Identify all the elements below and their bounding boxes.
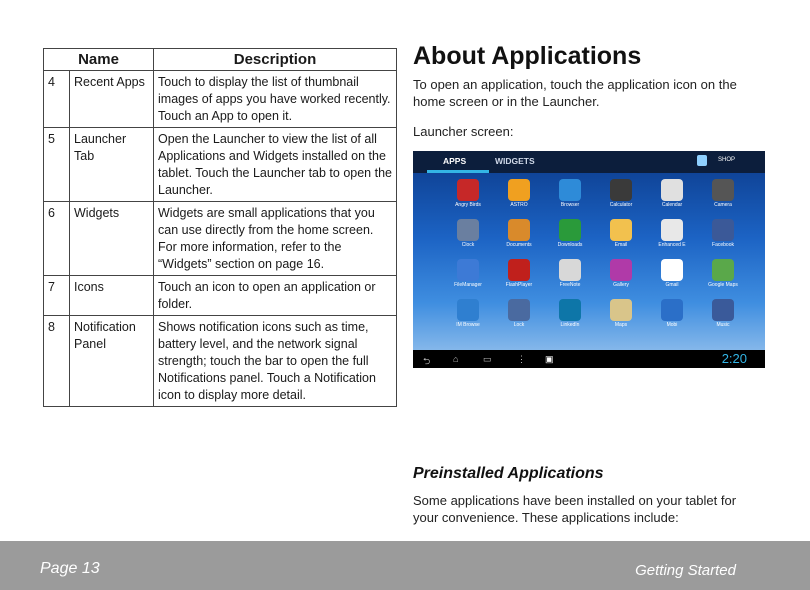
app-label: FreeNote bbox=[559, 282, 581, 288]
app-label: Angry Birds bbox=[455, 202, 481, 208]
page-number: Page 13 bbox=[40, 560, 100, 577]
row-number: 5 bbox=[44, 128, 70, 202]
launcher-screenshot bbox=[413, 151, 765, 368]
app-glyph-icon bbox=[457, 259, 479, 281]
shop-button[interactable]: SHOP bbox=[717, 157, 735, 163]
app-icon-flashplayer[interactable] bbox=[494, 259, 544, 288]
app-label: Clock bbox=[461, 242, 475, 248]
app-label: Camera bbox=[714, 202, 732, 208]
app-glyph-icon bbox=[610, 179, 632, 201]
back-icon[interactable]: ⮌ bbox=[423, 356, 431, 366]
tab-widgets[interactable]: WIDGETS bbox=[495, 156, 535, 166]
app-icon-freenote[interactable] bbox=[545, 259, 595, 288]
app-glyph-icon bbox=[661, 259, 683, 281]
app-label: Maps bbox=[614, 322, 628, 328]
row-number: 4 bbox=[44, 71, 70, 128]
table-row bbox=[44, 128, 397, 202]
app-label: Facebook bbox=[712, 242, 734, 248]
menu-icon[interactable]: ⋮ bbox=[517, 354, 526, 364]
app-icon-facebook[interactable] bbox=[698, 219, 748, 248]
row-description: Shows notification icons such as time, battery level, and the network signal strength; touch the bar to open the full Notifications panel. Touch a Notification icon to display more detail. bbox=[154, 316, 397, 407]
app-icon-downloads[interactable] bbox=[545, 219, 595, 248]
app-glyph-icon bbox=[559, 259, 581, 281]
app-icon-browser[interactable] bbox=[545, 179, 595, 208]
app-icon-music[interactable] bbox=[698, 299, 748, 328]
app-icon-calendar[interactable] bbox=[647, 179, 697, 208]
row-number: 6 bbox=[44, 202, 70, 276]
table-header-row bbox=[44, 49, 397, 71]
app-icon-gmail[interactable] bbox=[647, 259, 697, 288]
section-name: Getting Started bbox=[635, 562, 736, 579]
app-label: Calendar bbox=[661, 202, 683, 208]
app-icon-camera[interactable] bbox=[698, 179, 748, 208]
row-name: Launcher Tab bbox=[70, 128, 154, 202]
recent-apps-icon[interactable]: ▭ bbox=[483, 354, 492, 364]
app-icon-calculator[interactable] bbox=[596, 179, 646, 208]
column-header-description: Description bbox=[154, 49, 397, 71]
app-label: IM Browse bbox=[456, 322, 480, 328]
app-glyph-icon bbox=[457, 219, 479, 241]
row-name: Recent Apps bbox=[70, 71, 154, 128]
app-icon-clock[interactable] bbox=[443, 219, 493, 248]
row-description: Open the Launcher to view the list of all Applications and Widgets installed on the tablet. Touch the Launcher tab to open the Launcher. bbox=[154, 128, 397, 202]
features-table bbox=[43, 48, 397, 407]
app-glyph-icon bbox=[661, 179, 683, 201]
app-label: Email bbox=[614, 242, 628, 248]
table-row bbox=[44, 316, 397, 407]
row-number: 7 bbox=[44, 276, 70, 316]
app-label: Browser bbox=[560, 202, 580, 208]
app-glyph-icon bbox=[508, 219, 530, 241]
app-label: LinkedIn bbox=[560, 322, 580, 328]
app-label: Enhanced E bbox=[658, 242, 686, 248]
table-row bbox=[44, 276, 397, 316]
app-label: Gmail bbox=[665, 282, 679, 288]
app-label: FileManager bbox=[454, 282, 482, 288]
app-icon-email[interactable] bbox=[596, 219, 646, 248]
app-icon-angry-birds[interactable] bbox=[443, 179, 493, 208]
app-label: Google Maps bbox=[708, 282, 738, 288]
preinstalled-applications-heading: Preinstalled Applications bbox=[413, 465, 604, 482]
app-icon-maps[interactable] bbox=[596, 299, 646, 328]
app-glyph-icon bbox=[559, 179, 581, 201]
row-name: Widgets bbox=[70, 202, 154, 276]
app-label: Mobi bbox=[666, 322, 678, 328]
app-icon-google-maps[interactable] bbox=[698, 259, 748, 288]
row-description: Touch an icon to open an application or folder. bbox=[154, 276, 397, 316]
home-icon[interactable]: ⌂ bbox=[453, 354, 459, 364]
app-label: Documents bbox=[506, 242, 532, 248]
app-icon-gallery[interactable] bbox=[596, 259, 646, 288]
launcher-tab-bar bbox=[413, 151, 765, 173]
app-icon-lock[interactable] bbox=[494, 299, 544, 328]
app-icon-enhanced-e[interactable] bbox=[647, 219, 697, 248]
app-glyph-icon bbox=[457, 179, 479, 201]
app-icon-linkedin[interactable] bbox=[545, 299, 595, 328]
app-label: Gallery bbox=[613, 282, 629, 288]
status-clock: 2:20 bbox=[721, 351, 747, 366]
table-row bbox=[44, 202, 397, 276]
app-glyph-icon bbox=[508, 299, 530, 321]
app-glyph-icon bbox=[661, 219, 683, 241]
app-icon-documents[interactable] bbox=[494, 219, 544, 248]
about-intro-text: To open an application, touch the application icon on the home screen or in the Launcher. bbox=[413, 77, 737, 109]
active-tab-indicator bbox=[427, 170, 489, 173]
app-label: Music bbox=[716, 322, 730, 328]
row-description: Touch to display the list of thumbnail images of apps you have worked recently. Touch an App to open it. bbox=[154, 71, 397, 128]
app-label: Calculator bbox=[609, 202, 633, 208]
row-name: Icons bbox=[70, 276, 154, 316]
app-label: ASTRO bbox=[510, 202, 528, 208]
page-footer bbox=[0, 541, 810, 590]
app-label: Lock bbox=[513, 322, 525, 328]
tab-apps[interactable]: APPS bbox=[443, 156, 467, 166]
app-glyph-icon bbox=[457, 299, 479, 321]
app-glyph-icon bbox=[712, 179, 734, 201]
app-glyph-icon bbox=[559, 219, 581, 241]
table-row bbox=[44, 71, 397, 128]
app-glyph-icon bbox=[661, 299, 683, 321]
gallery-notification-icon[interactable]: ▣ bbox=[545, 354, 554, 364]
app-glyph-icon bbox=[610, 259, 632, 281]
app-glyph-icon bbox=[508, 179, 530, 201]
shop-bag-icon[interactable] bbox=[697, 155, 707, 166]
app-icon-filemanager[interactable] bbox=[443, 259, 493, 288]
app-icon-mobi[interactable] bbox=[647, 299, 697, 328]
row-number: 8 bbox=[44, 316, 70, 407]
row-name: Notification Panel bbox=[70, 316, 154, 407]
app-glyph-icon bbox=[712, 219, 734, 241]
about-applications-heading: About Applications bbox=[413, 42, 642, 70]
app-glyph-icon bbox=[712, 299, 734, 321]
app-glyph-icon bbox=[712, 259, 734, 281]
app-icon-im-browse[interactable] bbox=[443, 299, 493, 328]
preinstalled-intro-text: Some applications have been installed on your tablet for your convenience. These applications include: bbox=[413, 493, 737, 525]
app-label: Downloads bbox=[557, 242, 583, 248]
system-navigation-bar bbox=[413, 350, 765, 368]
launcher-screen-label: Launcher screen: bbox=[413, 124, 514, 139]
app-glyph-icon bbox=[508, 259, 530, 281]
app-glyph-icon bbox=[610, 299, 632, 321]
app-glyph-icon bbox=[610, 219, 632, 241]
column-header-name: Name bbox=[44, 49, 154, 71]
app-icon-astro[interactable] bbox=[494, 179, 544, 208]
app-label: FlashPlayer bbox=[505, 282, 533, 288]
row-description: Widgets are small applications that you can use directly from the home screen. For more information, refer to the “Widgets” section on page 16. bbox=[154, 202, 397, 276]
app-glyph-icon bbox=[559, 299, 581, 321]
